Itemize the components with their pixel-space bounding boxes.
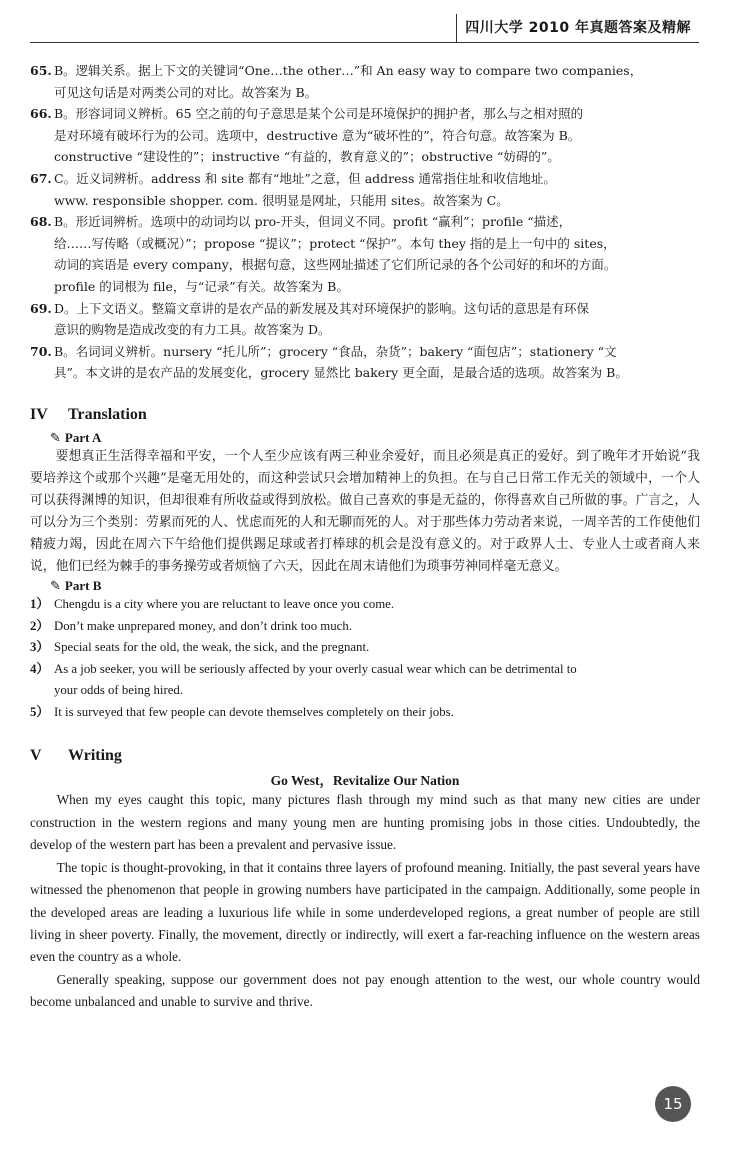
essay-paragraph: When my eyes caught this topic, many pictures flash through my mind such as that many new cities are under construction in the western regions and many young men are hunting promising jobs in those cities. Undoubtedly, the develop of the western part has been a prevalent and pervasive issue.: [30, 792, 700, 853]
answer-line: 给……写传略（或概况）”；propose “提议”；protect “保护”。本句 they 指的是上一句中的 sites，: [54, 235, 616, 251]
translation-item: [30, 594, 700, 616]
section-translation-heading: [30, 406, 700, 424]
section-title: Writing: [68, 747, 122, 765]
answer-text: D。上下文语义。整篇文章讲的是农产品的新发展及其对环境保护的影响。这句话的意思是有环保: [54, 300, 590, 316]
translation-line: [30, 616, 700, 638]
item-text: Chengdu is a city where you are reluctant to leave once you come.: [54, 596, 395, 611]
pencil-icon: ✎: [50, 577, 61, 593]
answer-text: C。近义词辨析。address 和 site 都有“地址”之意，但 address 通常指住址和收信地址。: [54, 170, 556, 186]
essay-paragraph: Generally speaking, suppose our government does not pay enough attention to the west, our whole country would become unbalanced and unable to survive and thrive.: [30, 971, 700, 1010]
part-a-label: Part A: [64, 429, 102, 445]
part-b-heading: [30, 578, 700, 594]
item-text: It is surveyed that few people can devote themselves completely on their jobs.: [54, 704, 454, 719]
answer-item: [30, 298, 700, 341]
section-number: V: [30, 747, 42, 765]
page-number: 15: [655, 1086, 691, 1122]
answer-line: 可见这句话是对两类公司的对比。故答案为 B。: [54, 84, 318, 100]
answer-number: 70.: [30, 343, 52, 359]
item-text: As a job seeker, you will be seriously affected by your overly casual wear which can be detrimental to: [54, 661, 577, 676]
answer-text: B。形容词词义辨析。65 空之前的句子意思是某个公司是环境保护的拥护者，那么与之相对照的: [54, 106, 584, 122]
translation-line: [30, 659, 700, 681]
answer-line: www. responsible shopper. com. 很明显是网址，只能用 sites。故答案为 C。: [54, 192, 509, 208]
page-content: [30, 60, 700, 1014]
answer-line: 具”。本文讲的是农产品的发展变化，grocery 显然比 bakery 更全面，是最合适的选项。故答案为 B。: [54, 365, 628, 381]
answer-item: [30, 60, 700, 103]
part-a-heading: [30, 430, 700, 446]
answer-text: B。形近词辨析。选项中的动词均以 pro-开头，但词义不同。profit “赢利”；profile “描述，: [54, 214, 572, 230]
translation-line: [30, 594, 700, 616]
answer-line: profile 的词根为 file，与“记录”有关。故答案为 B。: [54, 278, 349, 294]
pencil-icon: ✎: [50, 429, 61, 445]
translation-line: your odds of being hired.: [54, 683, 184, 698]
answer-line: [30, 60, 700, 82]
answer-line: [30, 341, 700, 363]
part-b-label: Part B: [64, 577, 102, 593]
part-b-list: [30, 594, 700, 724]
answer-line: 意识的购物是造成改变的有力工具。故答案为 D。: [54, 322, 331, 338]
essay-body: [30, 789, 700, 1013]
answer-list: [30, 60, 700, 384]
essay-paragraph: The topic is thought-provoking, in that it contains three layers of profound meaning. Initially, the past several years have witnessed the phenomenon that people in growing numbers have participated in the campaign. Additionally, some people in the developed areas are leading a luxurious life while in some underdeveloped regions, a great number of people are still living in sheer poverty. Finally, the movement, directly or indirectly, will exert a far-reaching influence on the western areas even the country as a whole.: [30, 859, 700, 965]
translation-line: [30, 702, 700, 724]
translation-item: [30, 637, 700, 659]
section-number: IV: [30, 405, 48, 423]
answer-number: 69.: [30, 300, 52, 316]
answer-number: 67.: [30, 170, 52, 186]
answer-line: [30, 298, 700, 320]
header-rule: [30, 42, 699, 43]
translation-item: [30, 659, 700, 702]
answer-text: B。名词词义辨析。nursery “托儿所”；grocery “食品，杂货”；bakery “面包店”；stationery “文: [54, 343, 617, 359]
answer-text: B。逻辑关系。据上下文的关键词“One…the other…”和 An easy way to compare two companies，: [54, 63, 643, 78]
answer-line: [30, 168, 700, 190]
item-text: Don’t make unprepared money, and don’t drink too much.: [54, 618, 352, 633]
section-title: Translation: [68, 405, 147, 423]
translation-item: [30, 702, 700, 724]
running-header: 四川大学 2010 年真题答案及精解: [456, 14, 699, 42]
answer-item: [30, 168, 700, 211]
item-number: 4）: [30, 661, 50, 676]
translation-item: [30, 616, 700, 638]
answer-item: [30, 211, 700, 297]
answer-line: [30, 211, 700, 233]
answer-line: 是对环境有破坏行为的公司。选项中，destructive 意为“破坏性的”，符合句意。故答案为 B。: [54, 127, 581, 143]
translation-line: [30, 637, 700, 659]
item-number: 3）: [30, 640, 50, 655]
part-a-translation: 要想真正生活得幸福和平安，一个人至少应该有两三种业余爱好，而且必须是真正的爱好。到了晚年才开始说“我要培养这个或那个兴趣”是毫无用处的，而这种尝试只会增加精神上的负担。在与自己日常工作无关的领域中，一个人可以获得渊博的知识，但却很难有所收益或得到放松。做自己喜欢的事是无益的，你得喜欢自己所做的事。广言之，人可以分为三个类别：劳累而死的人、忧虑而死的人和无聊而死的人。对于那些体力劳动者来说，一周辛苦的工作使他们精疲力竭，因此在周六下午给他们提供踢足球或者打棒球的机会是没有意义的。对于政界人士、专业人士或者商人来说，他们已经为棘手的事务操劳或者烦恼了六天，因此在周末请他们为琐事劳神同样毫无意义。: [30, 448, 700, 574]
essay-title: Go West，Revitalize Our Nation: [270, 773, 460, 789]
answer-item: [30, 341, 700, 384]
answer-number: 68.: [30, 214, 52, 230]
answer-line: 动词的宾语是 every company，根据句意，这些网址描述了它们所记录的各个公司好的和坏的方面。: [54, 257, 617, 273]
answer-item: [30, 103, 700, 168]
section-writing-heading: [30, 747, 700, 765]
item-number: 1）: [30, 596, 50, 611]
item-text: Special seats for the old, the weak, the sick, and the pregnant.: [54, 640, 370, 655]
answer-line: constructive “建设性的”；instructive “有益的，教育意义的”；obstructive “妨碍的”。: [54, 149, 560, 165]
answer-number: 65.: [30, 63, 52, 78]
answer-number: 66.: [30, 106, 52, 122]
item-number: 5）: [30, 704, 50, 719]
answer-line: [30, 103, 700, 125]
item-number: 2）: [30, 618, 50, 633]
